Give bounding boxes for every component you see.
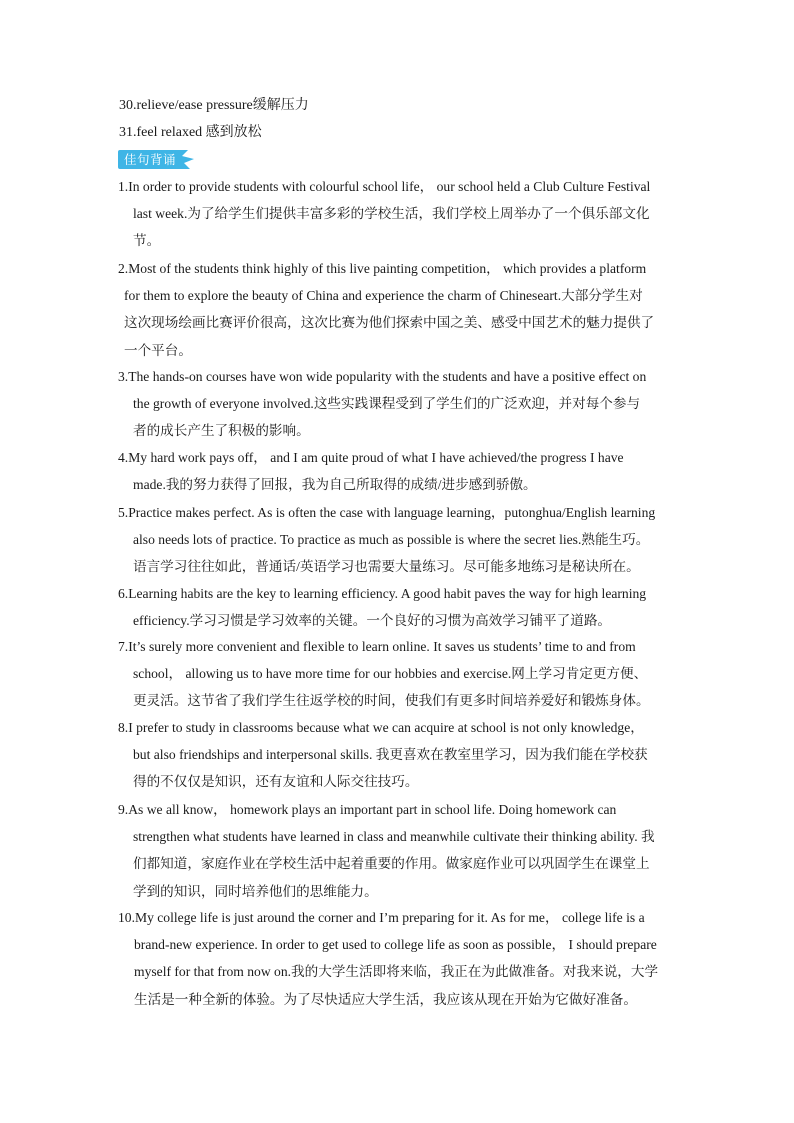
sentence-line: 3.The hands-on courses have won wide popularity with the students and have a positive effect on (118, 369, 647, 384)
sentence-item (118, 796, 678, 905)
sentence-item (118, 580, 678, 634)
sentence-line: 得的不仅仅是知识，还有友谊和人际交往技巧。 (133, 774, 419, 790)
sentence-line: school， allowing us to have more time for our hobbies and exercise.网上学习肯定更方便、 (133, 666, 648, 682)
sentence-line: 9.As we all know， homework plays an important part in school life. Doing homework can (118, 802, 617, 817)
section-title: 佳句背诵 (124, 152, 177, 167)
sentence-line: 7.It’s surely more convenient and flexible to learn online. It saves us students’ time to and from (118, 639, 636, 654)
sentence-line: 2.Most of the students think highly of this live painting competition， which provides a platform (118, 261, 647, 276)
sentence-item (118, 499, 678, 581)
sentence-item (118, 363, 678, 445)
sentence-line: 一个平台。 (124, 342, 192, 358)
sentence-line: 1.In order to provide students with colourful school life， our school held a Club Culture Festival (118, 179, 651, 194)
sentence-line: the growth of everyone involved.这些实践课程受到了学生们的广泛欢迎，并对每个参与 (133, 396, 641, 412)
sentence-line: 生活是一种全新的体验。为了尽快适应大学生活，我应该从现在开始为它做好准备。 (134, 991, 637, 1007)
sentence-line: 8.I prefer to study in classrooms because what we can acquire at school is not only knowledge， (118, 720, 644, 735)
sentence-line: 节。 (133, 233, 161, 249)
sentence-line: 6.Learning habits are the key to learning efficiency. A good habit paves the way for high learning (118, 586, 647, 601)
sentence-line: 4.My hard work pays off， and I am quite proud of what I have achieved/the progress I have (118, 450, 624, 465)
sentence-line: but also friendships and interpersonal skills. 我更喜欢在教室里学习，因为我们能在学校获 (133, 747, 648, 763)
sentence-item (118, 444, 678, 498)
sentence-line: 5.Practice makes perfect. As is often the case with language learning，putonghua/English learning (118, 505, 656, 520)
sentence-line: for them to explore the beauty of China and experience the charm of Chineseart.大部分学生对 (124, 288, 643, 304)
section-badge (118, 150, 196, 169)
sentence-line: last week.为了给学生们提供丰富多彩的学校生活，我们学校上周举办了一个俱乐部文化 (133, 206, 650, 222)
sentence-line: 者的成长产生了积极的影响。 (133, 423, 310, 439)
sentence-line: 语言学习往往如此，普通话/英语学习也需要大量练习。尽可能多地练习是秘诀所在。 (133, 559, 640, 575)
sentence-line: 这次现场绘画比赛评价很高，这次比赛为他们探索中国之美、感受中国艺术的魅力提供了 (124, 315, 655, 331)
sentence-line: myself for that from now on.我的大学生活即将来临，我正在为此做准备。对我来说，大学 (134, 964, 659, 980)
sentence-line: also needs lots of practice. To practice as much as possible is where the secret lies.熟能生巧。 (133, 532, 650, 548)
vocab-item: 31.feel relaxed 感到放松 (119, 125, 262, 140)
sentence-line: 们都知道，家庭作业在学校生活中起着重要的作用。做家庭作业可以巩固学生在课堂上 (133, 856, 650, 872)
sentence-line: 更灵活。这节省了我们学生往返学校的时间，使我们有更多时间培养爱好和锻炼身体。 (133, 693, 650, 709)
sentence-line: strengthen what students have learned in class and meanwhile cultivate their thinking ability. 我 (133, 829, 655, 845)
sentence-item (118, 714, 678, 796)
sentence-item (118, 255, 678, 364)
sentence-line: brand-new experience. In order to get used to college life as soon as possible， I should prepare (134, 937, 657, 953)
sentence-line: 学到的知识，同时培养他们的思维能力。 (133, 883, 378, 899)
sentence-line: made.我的努力获得了回报，我为自己所取得的成绩/进步感到骄傲。 (133, 477, 537, 493)
sentence-item (118, 633, 678, 715)
sentence-item (118, 173, 678, 255)
sentence-item (118, 904, 678, 1013)
sentence-line: 10.My college life is just around the corner and I’m preparing for it. As for me， college life is a (118, 910, 645, 925)
vocab-item: 30.relieve/ease pressure缓解压力 (119, 98, 309, 113)
sentence-line: efficiency.学习习惯是学习效率的关键。一个良好的习惯为高效学习铺平了道路。 (133, 613, 612, 629)
